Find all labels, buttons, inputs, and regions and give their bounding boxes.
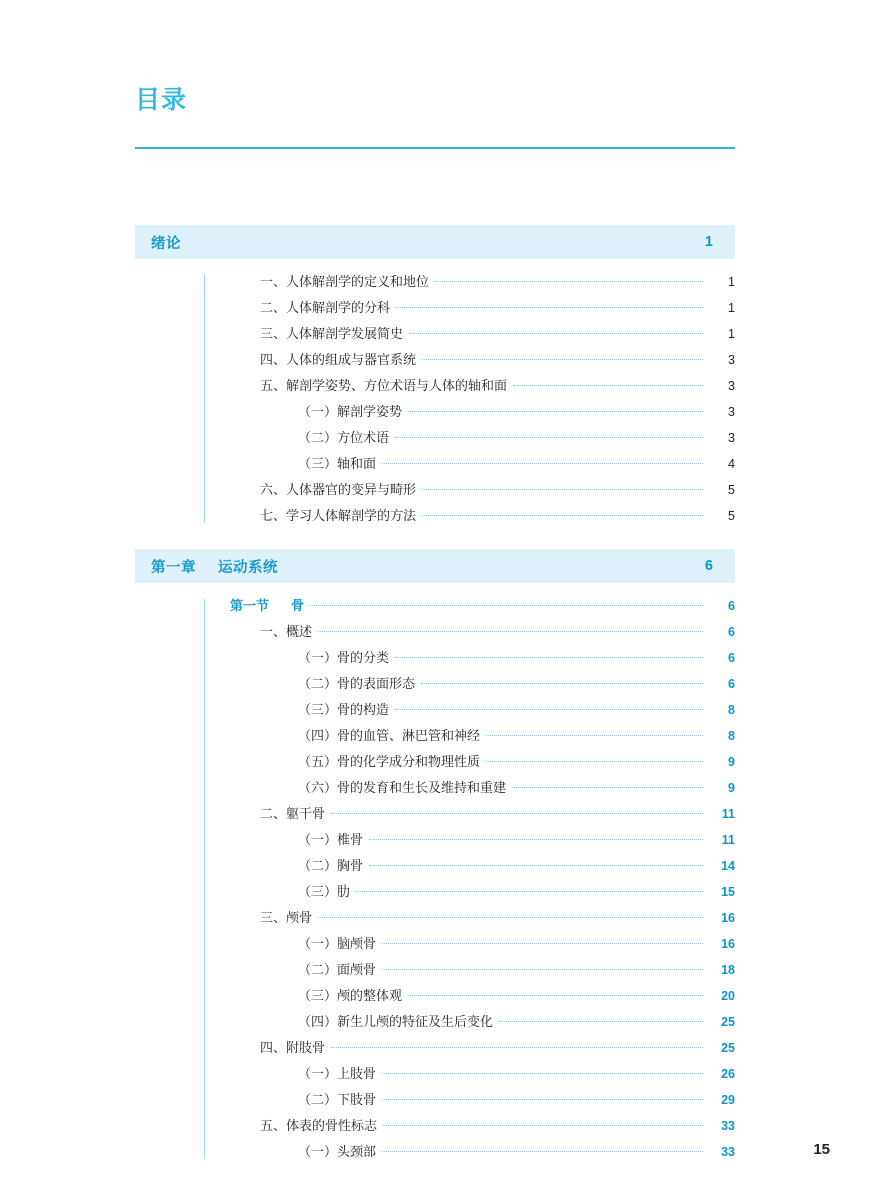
leader-dots bbox=[486, 761, 703, 762]
toc-entry-page: 11 bbox=[721, 807, 735, 821]
leader-dots bbox=[382, 969, 703, 970]
chapter-label: 绪论 bbox=[151, 235, 181, 252]
leader-dots bbox=[318, 631, 703, 632]
leader-dots bbox=[396, 307, 703, 308]
toc-entry-label: 二、人体解剖学的分科 bbox=[260, 300, 391, 315]
toc-entry[interactable] bbox=[135, 1009, 735, 1035]
toc-entry[interactable] bbox=[135, 671, 735, 697]
leader-dots bbox=[331, 1047, 703, 1048]
toc-entry[interactable] bbox=[135, 645, 735, 671]
leader-dots bbox=[395, 437, 703, 438]
toc-entry-label: 三、人体解剖学发展简史 bbox=[260, 326, 404, 341]
toc-content bbox=[135, 225, 735, 1165]
toc-entry-page: 8 bbox=[728, 729, 735, 743]
leader-dots bbox=[395, 709, 703, 710]
toc-entry-page: 20 bbox=[721, 989, 735, 1003]
leader-dots bbox=[382, 1073, 703, 1074]
toc-entry-label: （四）骨的血管、淋巴管和神经 bbox=[298, 728, 481, 743]
toc-entry-page: 8 bbox=[728, 703, 735, 717]
leader-dots bbox=[382, 943, 703, 944]
entry-guide-rule bbox=[204, 275, 205, 523]
toc-entry[interactable] bbox=[135, 477, 735, 503]
toc-entry[interactable] bbox=[135, 853, 735, 879]
toc-entry-page: 6 bbox=[728, 599, 735, 613]
chapter-title: 运动系统 bbox=[218, 559, 278, 576]
leader-dots bbox=[310, 605, 703, 606]
toc-entry-page: 6 bbox=[728, 651, 735, 665]
toc-entries-chapter1 bbox=[135, 593, 735, 1165]
folio-number: 15 bbox=[813, 1141, 830, 1158]
toc-section-label: 第一节 bbox=[230, 598, 270, 613]
leader-dots bbox=[369, 839, 703, 840]
toc-entry-page: 33 bbox=[721, 1145, 735, 1159]
toc-entry-page: 18 bbox=[721, 963, 735, 977]
page-title: 目录 bbox=[135, 86, 188, 114]
toc-entry-label: 四、人体的组成与器官系统 bbox=[260, 352, 417, 367]
toc-entry-label: （四）新生儿颅的特征及生后变化 bbox=[298, 1014, 494, 1029]
toc-entry-label: （一）解剖学姿势 bbox=[298, 404, 403, 419]
toc-entry-page: 4 bbox=[728, 457, 735, 471]
toc-entry-label: （六）骨的发育和生长及维持和重建 bbox=[298, 780, 507, 795]
toc-entry-label: （三）颅的整体观 bbox=[298, 988, 403, 1003]
leader-dots bbox=[421, 683, 703, 684]
toc-entry-label: （一）头颈部 bbox=[298, 1144, 377, 1159]
toc-entry[interactable] bbox=[135, 373, 735, 399]
toc-entry-page: 9 bbox=[728, 781, 735, 795]
toc-entry[interactable] bbox=[135, 827, 735, 853]
toc-entry[interactable] bbox=[135, 1061, 735, 1087]
leader-dots bbox=[408, 411, 703, 412]
toc-entry[interactable] bbox=[135, 931, 735, 957]
toc-entry[interactable] bbox=[135, 399, 735, 425]
leader-dots bbox=[486, 735, 703, 736]
toc-section-entry[interactable] bbox=[135, 593, 735, 619]
leader-dots bbox=[382, 1099, 703, 1100]
toc-entry[interactable] bbox=[135, 879, 735, 905]
chapter-page: 6 bbox=[704, 558, 713, 574]
toc-entry-label: 二、躯干骨 bbox=[260, 806, 326, 821]
leader-dots bbox=[318, 917, 703, 918]
toc-entry-page: 6 bbox=[728, 625, 735, 639]
leader-dots bbox=[382, 463, 703, 464]
leader-dots bbox=[382, 1151, 703, 1152]
toc-entry-label: 一、概述 bbox=[260, 624, 313, 639]
leader-dots bbox=[395, 657, 703, 658]
toc-entry-label: 四、附肢骨 bbox=[260, 1040, 326, 1055]
toc-entry-page: 9 bbox=[728, 755, 735, 769]
toc-entry[interactable] bbox=[135, 775, 735, 801]
toc-entry-label: （二）面颅骨 bbox=[298, 962, 377, 977]
toc-entry-label: （五）骨的化学成分和物理性质 bbox=[298, 754, 481, 769]
toc-entries-introduction bbox=[135, 269, 735, 529]
toc-entry-page: 5 bbox=[728, 483, 735, 497]
title-divider bbox=[135, 147, 735, 149]
toc-entry-label: （三）肋 bbox=[298, 884, 351, 899]
toc-entry[interactable] bbox=[135, 905, 735, 931]
leader-dots bbox=[512, 787, 703, 788]
toc-entry-label: 三、颅骨 bbox=[260, 910, 313, 925]
toc-entry-page: 16 bbox=[721, 937, 735, 951]
toc-entry[interactable] bbox=[135, 269, 735, 295]
toc-entry[interactable] bbox=[135, 347, 735, 373]
toc-entry-label: （一）脑颅骨 bbox=[298, 936, 377, 951]
toc-entry-label: （三）骨的构造 bbox=[298, 702, 390, 717]
leader-dots bbox=[331, 813, 703, 814]
leader-dots bbox=[422, 515, 703, 516]
toc-entry-page: 5 bbox=[728, 509, 735, 523]
toc-entry[interactable] bbox=[135, 321, 735, 347]
toc-entry[interactable] bbox=[135, 425, 735, 451]
chapter-page: 1 bbox=[704, 234, 713, 250]
toc-section-name: 骨 bbox=[291, 598, 305, 613]
leader-dots bbox=[356, 891, 703, 892]
toc-entry-label: 一、人体解剖学的定义和地位 bbox=[260, 274, 430, 289]
toc-entry-page: 29 bbox=[721, 1093, 735, 1107]
leader-dots bbox=[383, 1125, 703, 1126]
toc-entry-page: 26 bbox=[721, 1067, 735, 1081]
toc-entry-page: 33 bbox=[721, 1119, 735, 1133]
toc-entry-label: （二）下肢骨 bbox=[298, 1092, 377, 1107]
toc-entry-page: 1 bbox=[728, 301, 735, 315]
toc-entry-page: 25 bbox=[721, 1015, 735, 1029]
toc-entry-label: （二）方位术语 bbox=[298, 430, 390, 445]
toc-entry[interactable] bbox=[135, 503, 735, 529]
toc-entry-page: 15 bbox=[721, 885, 735, 899]
toc-entry[interactable] bbox=[135, 295, 735, 321]
toc-entry[interactable] bbox=[135, 983, 735, 1009]
toc-entry-label: 五、体表的骨性标志 bbox=[260, 1118, 378, 1133]
leader-dots bbox=[499, 1021, 703, 1022]
toc-entry-label: 六、人体器官的变异与畸形 bbox=[260, 482, 417, 497]
toc-entry-page: 6 bbox=[728, 677, 735, 691]
toc-entry-page: 14 bbox=[721, 859, 735, 873]
toc-entry-page: 11 bbox=[721, 833, 735, 847]
chapter-label: 第一章 bbox=[151, 559, 196, 576]
toc-entry-label: 五、解剖学姿势、方位术语与人体的轴和面 bbox=[260, 378, 508, 393]
leader-dots bbox=[422, 489, 703, 490]
toc-entry-label: （一）上肢骨 bbox=[298, 1066, 377, 1081]
entry-guide-rule bbox=[204, 599, 205, 1159]
leader-dots bbox=[369, 865, 703, 866]
toc-entry[interactable] bbox=[135, 697, 735, 723]
leader-dots bbox=[408, 995, 703, 996]
toc-chapter-band-chapter1[interactable] bbox=[135, 549, 735, 583]
leader-dots bbox=[422, 359, 703, 360]
toc-entry-page: 3 bbox=[728, 431, 735, 445]
toc-entry[interactable] bbox=[135, 1139, 735, 1165]
toc-entry-label: （一）骨的分类 bbox=[298, 650, 390, 665]
toc-entry[interactable] bbox=[135, 723, 735, 749]
leader-dots bbox=[513, 385, 703, 386]
toc-entry-page: 1 bbox=[728, 275, 735, 289]
toc-entry-label: （三）轴和面 bbox=[298, 456, 377, 471]
toc-entry[interactable] bbox=[135, 1113, 735, 1139]
toc-entry-label: 七、学习人体解剖学的方法 bbox=[260, 508, 417, 523]
toc-entry-page: 3 bbox=[728, 353, 735, 367]
toc-entry-page: 3 bbox=[728, 405, 735, 419]
leader-dots bbox=[435, 281, 703, 282]
toc-entry-page: 25 bbox=[721, 1041, 735, 1055]
toc-entry[interactable] bbox=[135, 801, 735, 827]
toc-entry[interactable] bbox=[135, 749, 735, 775]
leader-dots bbox=[409, 333, 703, 334]
toc-entry-page: 16 bbox=[721, 911, 735, 925]
toc-entry[interactable] bbox=[135, 957, 735, 983]
toc-entry-page: 3 bbox=[728, 379, 735, 393]
toc-chapter-band-introduction[interactable] bbox=[135, 225, 735, 259]
toc-entry-label: （一）椎骨 bbox=[298, 832, 364, 847]
toc-entry[interactable] bbox=[135, 451, 735, 477]
toc-entry[interactable] bbox=[135, 619, 735, 645]
toc-entry[interactable] bbox=[135, 1035, 735, 1061]
toc-entry-label: （二）骨的表面形态 bbox=[298, 676, 416, 691]
toc-entry[interactable] bbox=[135, 1087, 735, 1113]
toc-entry-page: 1 bbox=[728, 327, 735, 341]
toc-entry-label: （二）胸骨 bbox=[298, 858, 364, 873]
